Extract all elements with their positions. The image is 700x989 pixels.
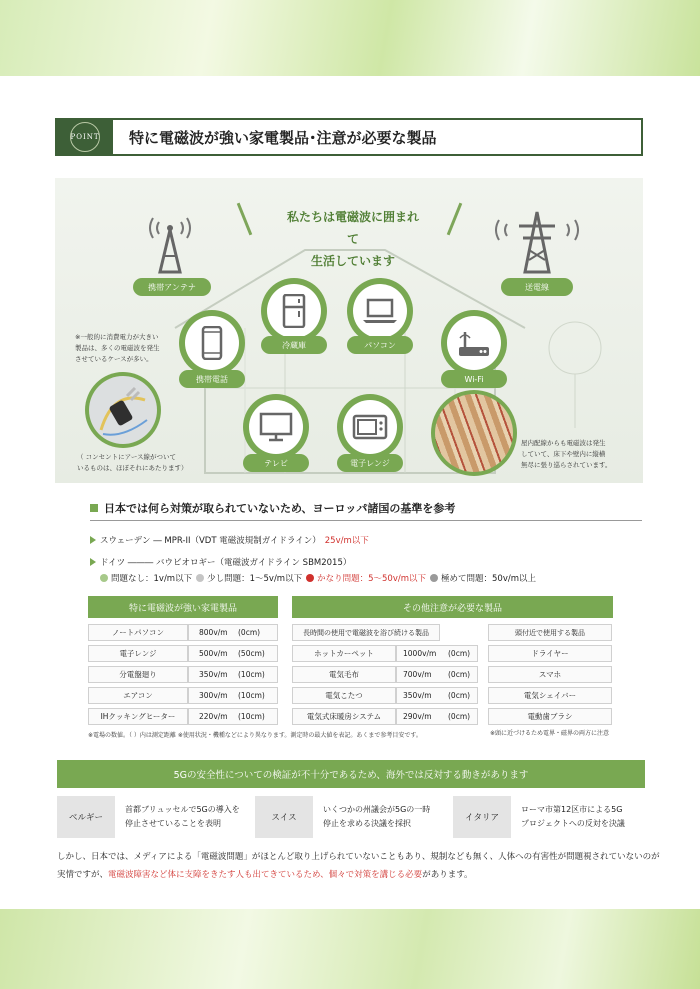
note-wiring-line-1: 屋内配線からも電磁波は発生: [521, 439, 606, 447]
country-desc: [313, 796, 447, 838]
smartphone-icon: [201, 326, 223, 360]
strong-row-value: 800v/m: [188, 624, 278, 641]
country-name: スイス: [255, 796, 313, 838]
country-desc-line-1: ローマ市第12区市による5G: [521, 805, 623, 814]
pc-circle: [347, 278, 413, 344]
caution-row-distance: (0cm): [448, 712, 471, 721]
strong-row-item: 電子レンジ: [88, 645, 188, 662]
level-3: 極めて問題：50v/m以上: [441, 574, 536, 584]
country-desc: [511, 796, 645, 838]
country-desc-line-2: プロジェクトへの反対を決議: [521, 819, 625, 828]
note-plug-line-1: （ コンセントにアース線がついて: [77, 453, 177, 461]
note-wiring: [521, 438, 611, 471]
caution-row-item: ホットカーペット: [292, 645, 396, 662]
strong-row-value: 500v/m: [188, 645, 278, 662]
country-desc-line-1: いくつかの州議会が5Gの一時: [323, 805, 431, 814]
caution-head-product: 電動歯ブラシ: [488, 708, 612, 725]
germany-levels: [96, 572, 536, 584]
strong-row-distance: (0cm): [238, 628, 261, 637]
strong-row-distance: (10cm): [238, 691, 265, 700]
country-belgium: [57, 796, 247, 838]
fiveg-banner: 5Gの安全性についての検証が不十分であるため、海外では反対する動きがあります: [57, 760, 645, 788]
label-fridge: 冷蔵庫: [261, 336, 327, 354]
point-label: POINT: [70, 133, 100, 141]
headline-line-2: 生活しています: [310, 254, 395, 268]
caution-table-title: その他注意が必要な製品: [292, 596, 613, 618]
country-desc: [115, 796, 247, 838]
note-consumption-line-3: させているケースが多い。: [75, 355, 153, 363]
page-title: 特に電磁波が強い家電製品･注意が必要な製品: [129, 128, 437, 147]
closing-line-1: しかし、日本では、メディアによる「電磁波問題」がほとんど取り上げられていないこともあり、規制なども無く、人体への有害性が問題視されていないのが: [57, 852, 660, 862]
caution-left-header: 長時間の使用で電磁波を浴び続ける製品: [292, 624, 440, 641]
strong-table-title: 特に電磁波が強い家電製品: [88, 596, 278, 618]
note-consumption-line-2: 製品は、多くの電磁波を発生: [75, 344, 160, 352]
germany-standard: [90, 556, 351, 568]
strong-row-value: 300v/m: [188, 687, 278, 704]
power-pylon-icon: [495, 208, 579, 278]
label-microwave: 電子レンジ: [337, 454, 403, 472]
sweden-standard: [90, 534, 369, 546]
country-switzerland: [255, 796, 447, 838]
caution-row-distance: (0cm): [448, 649, 471, 658]
caution-row-value: 700v/m: [396, 666, 478, 683]
strong-row-distance: (10cm): [238, 712, 265, 721]
label-power-line: 送電線: [501, 278, 573, 296]
caution-right-header: 頭付近で使用する製品: [488, 624, 612, 641]
house-illustration: [55, 178, 643, 483]
germany-label: ドイツ ――― バウビオロギー（電磁波ガイドライン SBM2015）: [100, 558, 352, 568]
strong-row-distance: (50cm): [238, 649, 265, 658]
heading-square: [90, 504, 98, 512]
wifi-router-icon: [457, 328, 491, 358]
caution-table-footnote: ※頭に近づけるため電界・磁界の両方に注意: [490, 730, 610, 737]
strong-row-item: ノートパソコン: [88, 624, 188, 641]
point-ring: [70, 122, 100, 152]
level-dot-0: [100, 574, 108, 582]
caution-row-distance: (0cm): [448, 670, 471, 679]
caution-row-value: 290v/m: [396, 708, 478, 725]
strong-row-item: エアコン: [88, 687, 188, 704]
microwave-circle: [337, 394, 403, 460]
caution-head-product: ドライヤー: [488, 645, 612, 662]
sweden-value: 25v/m以下: [324, 536, 369, 546]
standards-heading: [90, 500, 455, 516]
standards-heading-text: 日本では何ら対策が取られていないため、ヨーロッパ諸国の基準を参考: [104, 502, 456, 515]
television-icon: [259, 412, 293, 442]
caution-row-item: 電気式床暖房システム: [292, 708, 396, 725]
triangle-bullet: [90, 536, 96, 544]
power-plug-icon: [93, 380, 153, 440]
refrigerator-icon: [282, 294, 306, 328]
closing-line-2-red: 電磁波障害など体に支障をきたす人も出てきているため、個々で対策を講じる必要: [108, 870, 423, 880]
closing-line-2: [57, 866, 657, 884]
country-desc-line-2: 停止を求める決議を採択: [323, 819, 411, 828]
note-plug-line-2: いるものは、ほぼそれにあたります）: [77, 464, 188, 472]
wifi-circle: [441, 310, 507, 376]
illustration-headline: [283, 206, 423, 272]
headline-line-1: 私たちは電磁波に囲まれて: [286, 210, 419, 246]
cell-tower-icon: [147, 208, 193, 278]
tv-circle: [243, 394, 309, 460]
note-consumption: [75, 332, 160, 365]
strong-row-item: 分電盤廻り: [88, 666, 188, 683]
label-wifi: Wi-Fi: [441, 370, 507, 388]
level-dot-2: [306, 574, 314, 582]
note-consumption-line-1: ※一般的に消費電力が大きい: [75, 333, 159, 341]
caution-row-item: 電気こたつ: [292, 687, 396, 704]
note-wiring-line-2: していて、床下や壁内に縦横: [521, 450, 606, 458]
level-2: かなり問題：5～50v/m以下: [317, 574, 426, 584]
plug-photo: [85, 372, 161, 448]
note-wiring-line-3: 無尽に張り巡らされています。: [521, 461, 612, 469]
phone-circle: [179, 310, 245, 376]
fridge-circle: [261, 278, 327, 344]
caution-head-product: スマホ: [488, 666, 612, 683]
triangle-bullet: [90, 558, 96, 566]
point-badge: [57, 120, 113, 154]
country-desc-line-2: 停止させていることを表明: [125, 819, 221, 828]
laptop-icon: [362, 298, 398, 324]
level-dot-1: [196, 574, 204, 582]
country-name: ベルギー: [57, 796, 115, 838]
level-0: 問題なし：1v/m以下: [111, 574, 193, 584]
microwave-icon: [352, 414, 388, 440]
strong-table-footnote: ※電場の数値。（ ）内は測定距離 ※使用状況・機種などにより異なります。測定時の最大値を表記。あくまで参考目安です。: [88, 732, 422, 739]
wiring-photo: [431, 390, 517, 476]
caution-head-product: 電気シェイバー: [488, 687, 612, 704]
strong-row-value: 220v/m: [188, 708, 278, 725]
note-plug: [77, 452, 188, 474]
sweden-label: スウェーデン ― MPR-II（VDT 電磁波規制ガイドライン）: [100, 536, 321, 546]
closing-paragraph: [57, 848, 660, 884]
country-desc-line-1: 首都ブリュッセルで5Gの導入を: [125, 805, 240, 814]
label-pc: パソコン: [347, 336, 413, 354]
caution-row-distance: (0cm): [448, 691, 471, 700]
top-decor-band: [0, 0, 700, 76]
strong-row-value: 350v/m: [188, 666, 278, 683]
country-name: イタリア: [453, 796, 511, 838]
level-dot-3: [430, 574, 438, 582]
strong-row-item: IHクッキングヒーター: [88, 708, 188, 725]
strong-row-distance: (10cm): [238, 670, 265, 679]
divider: [90, 520, 642, 521]
country-italy: [453, 796, 645, 838]
label-phone: 携帯電話: [179, 370, 245, 388]
closing-line-2-b: があります。: [422, 870, 473, 880]
label-antenna: 携帯アンテナ: [133, 278, 211, 296]
caution-row-item: 電気毛布: [292, 666, 396, 683]
bottom-decor-band: [0, 909, 700, 989]
caution-row-value: 1000v/m: [396, 645, 478, 662]
caution-row-value: 350v/m: [396, 687, 478, 704]
level-1: 少し問題：1～5v/m以下: [207, 574, 303, 584]
label-tv: テレビ: [243, 454, 309, 472]
closing-line-2-a: 実情ですが、: [57, 870, 109, 880]
section-title-bar: [55, 118, 643, 156]
